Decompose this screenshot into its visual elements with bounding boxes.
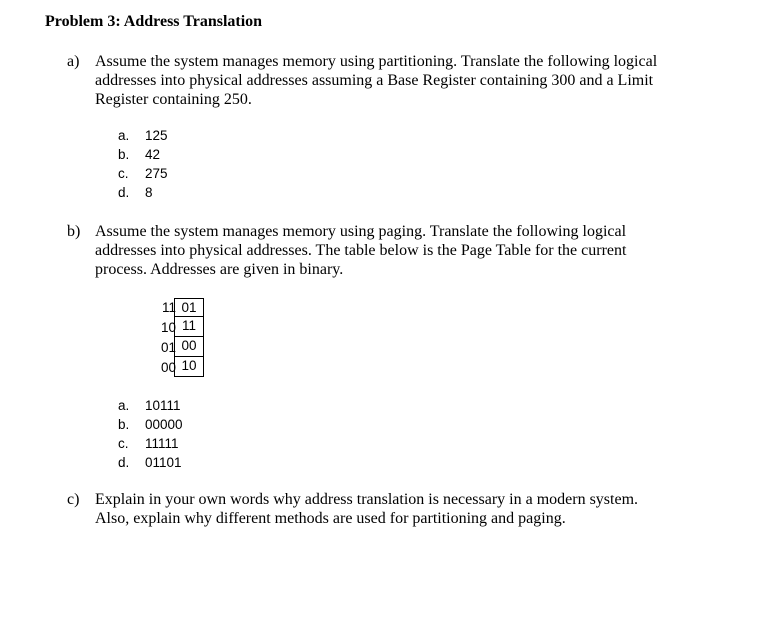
part-c-line: Explain in your own words why address translation is necessary in a modern system. (95, 491, 639, 508)
item-letter: b. (118, 147, 130, 162)
part-b-label: b) (67, 223, 81, 240)
part-a-label: a) (67, 53, 80, 70)
list-item (118, 183, 168, 202)
part-b-line: addresses into physical addresses. The table below is the Page Table for the current (95, 242, 627, 259)
frame-number: 11 (174, 317, 204, 337)
list-item (118, 145, 168, 164)
part-a-line: Assume the system manages memory using partitioning. Translate the following logical (95, 53, 658, 70)
list-item (118, 126, 168, 145)
part-b-line: Assume the system manages memory using paging. Translate the following logical (95, 223, 627, 240)
page-number: 00 (160, 360, 176, 375)
item-value: 8 (145, 185, 153, 200)
page-number: 11 (161, 300, 176, 315)
part-b-line: process. Addresses are given in binary. (95, 261, 344, 278)
item-value: 275 (145, 166, 168, 181)
part-c-label: c) (67, 491, 80, 508)
part-c-line: Also, explain why different methods are used for partitioning and paging. (95, 510, 566, 527)
problem-title: Problem 3: Address Translation (45, 13, 263, 30)
part-a-text (95, 52, 695, 109)
part-a-line: addresses into physical addresses assuming a Base Register containing 300 and a Limit (95, 72, 654, 89)
item-value: 10111 (145, 398, 181, 413)
item-value: 00000 (145, 417, 183, 432)
item-value: 11111 (145, 436, 179, 451)
part-b-text (95, 222, 695, 279)
item-letter: c. (118, 436, 129, 451)
item-letter: d. (118, 455, 130, 470)
item-letter: d. (118, 185, 130, 200)
list-item (118, 396, 183, 415)
item-letter: c. (118, 166, 129, 181)
frame-number: 10 (174, 357, 204, 377)
frame-number: 00 (174, 337, 204, 357)
part-a-line: Register containing 250. (95, 91, 252, 108)
list-item (118, 453, 183, 472)
part-c-text (95, 490, 695, 528)
page-number: 01 (160, 340, 176, 355)
part-a-list (118, 126, 168, 202)
item-letter: b. (118, 417, 130, 432)
part-b-list (118, 396, 183, 472)
frame-number: 01 (174, 298, 204, 317)
item-value: 01101 (145, 455, 182, 470)
page-number: 10 (160, 320, 176, 335)
item-letter: a. (118, 128, 130, 143)
list-item (118, 415, 183, 434)
item-letter: a. (118, 398, 130, 413)
list-item (118, 434, 183, 453)
list-item (118, 164, 168, 183)
item-value: 42 (145, 147, 161, 162)
item-value: 125 (145, 128, 168, 143)
